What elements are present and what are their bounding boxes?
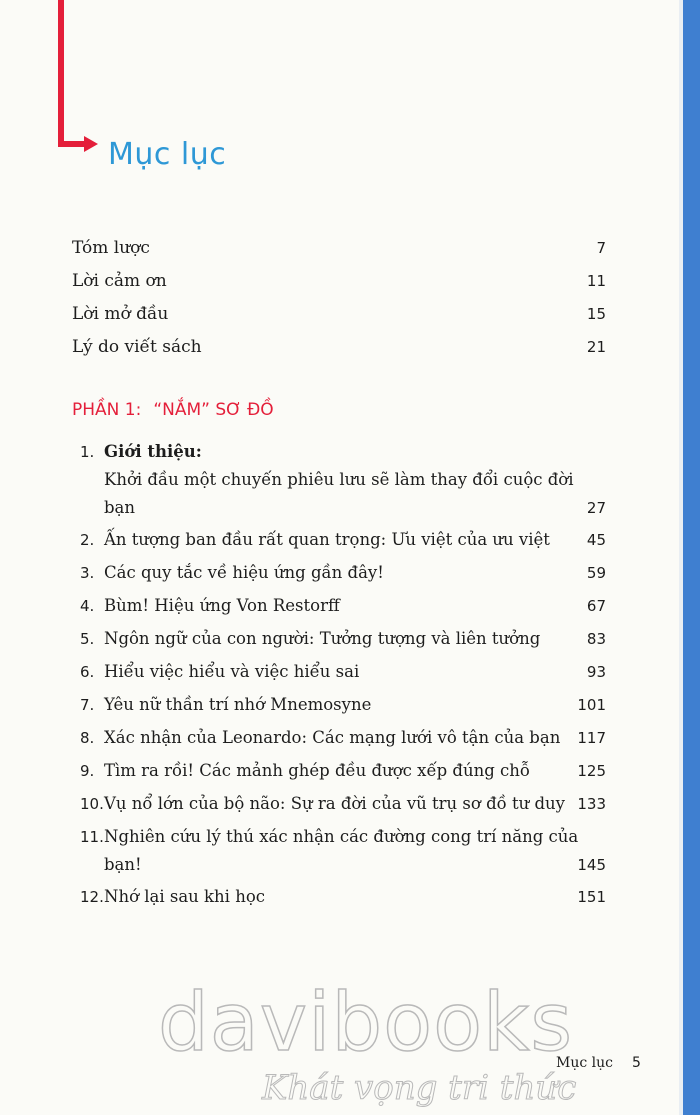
toc-entry-page: 11 [586, 272, 606, 290]
chapter-page: 145 [577, 856, 606, 874]
chapter-page: 93 [586, 663, 606, 681]
chapter-title-line: Giới thiệu: [104, 442, 202, 461]
red-marker-horizontal [58, 141, 84, 147]
red-arrow-icon [84, 136, 98, 152]
chapter-entry[interactable] [80, 886, 606, 908]
red-marker-vertical [58, 0, 64, 147]
toc-entry[interactable] [72, 303, 606, 325]
toc-entry[interactable] [72, 237, 606, 259]
chapter-page: 117 [577, 729, 606, 747]
toc-entry-page: 7 [596, 239, 606, 257]
chapter-entry[interactable] [80, 826, 606, 876]
chapter-entry[interactable] [80, 529, 606, 551]
toc-entry-label: Lời mở đầu [72, 304, 169, 324]
toc-entry-label: Tóm lược [72, 238, 150, 258]
chapter-page: 59 [586, 564, 606, 582]
chapter-title-line: Yêu nữ thần trí nhớ Mnemosyne [104, 695, 372, 714]
toc-entry[interactable] [72, 336, 606, 358]
chapter-page: 83 [586, 630, 606, 648]
page-title: Mục lục [108, 137, 227, 172]
chapter-entry[interactable] [80, 562, 606, 584]
watermark-tagline: Khát vọng tri thức [262, 1068, 577, 1108]
toc-entry[interactable] [72, 270, 606, 292]
page-number: 5 [632, 1055, 641, 1071]
toc-entry-label: Lý do viết sách [72, 337, 202, 357]
chapter-number: 7. [80, 696, 95, 714]
chapter-title-line: Ấn tượng ban đầu rất quan trọng: Ưu việt của ưu việt [104, 530, 550, 549]
chapter-number: 9. [80, 762, 95, 780]
chapter-title-line: Khởi đầu một chuyến phiêu lưu sẽ làm thay đổi cuộc đời [104, 470, 574, 489]
chapter-title-line: Nhớ lại sau khi học [104, 887, 266, 906]
chapter-number: 12. [80, 888, 104, 906]
chapter-number: 11. [80, 828, 104, 846]
toc-entry-page: 21 [586, 338, 606, 356]
chapter-page: 45 [586, 531, 606, 549]
chapter-number: 10. [80, 795, 104, 813]
chapter-number: 4. [80, 597, 95, 615]
toc-entry-label: Lời cảm ơn [72, 271, 167, 291]
chapter-page: 27 [586, 499, 606, 517]
chapter-page: 151 [577, 888, 606, 906]
chapter-entry[interactable] [80, 694, 606, 716]
chapter-title-line: Nghiên cứu lý thú xác nhận các đường cong trí năng của [104, 827, 579, 846]
chapter-page: 125 [577, 762, 606, 780]
running-footer-label: Mục lục [556, 1055, 613, 1071]
page-edge-blue-bar [683, 0, 700, 1115]
chapter-entry[interactable] [80, 727, 606, 749]
chapter-number: 1. [80, 443, 95, 461]
toc-entry-page: 15 [586, 305, 606, 323]
chapter-entry[interactable] [80, 760, 606, 782]
chapter-number: 3. [80, 564, 95, 582]
chapter-title-line: Xác nhận của Leonardo: Các mạng lưới vô tận của bạn [104, 728, 561, 747]
chapter-title-line: Hiểu việc hiểu và việc hiểu sai [104, 662, 360, 681]
chapter-title-line: bạn [104, 498, 136, 517]
chapter-entry[interactable] [80, 441, 606, 519]
chapter-entry[interactable] [80, 661, 606, 683]
chapter-title-line: bạn! [104, 855, 142, 874]
part-heading [72, 400, 274, 420]
chapter-page: 101 [577, 696, 606, 714]
chapter-title-line: Tìm ra rồi! Các mảnh ghép đều được xếp đúng chỗ [104, 761, 531, 780]
chapter-page: 67 [586, 597, 606, 615]
chapter-entry[interactable] [80, 793, 606, 815]
chapter-number: 5. [80, 630, 95, 648]
chapter-number: 6. [80, 663, 95, 681]
chapter-title-line: Bùm! Hiệu ứng Von Restorff [104, 596, 340, 615]
chapter-title-line: Ngôn ngữ của con người: Tưởng tượng và liên tưởng [104, 629, 541, 648]
chapter-number: 8. [80, 729, 95, 747]
chapter-number: 2. [80, 531, 95, 549]
watermark-brand: davibooks [158, 976, 574, 1069]
chapter-page: 133 [577, 795, 606, 813]
chapter-entry[interactable] [80, 628, 606, 650]
chapter-entry[interactable] [80, 595, 606, 617]
chapter-title-line: Vụ nổ lớn của bộ não: Sự ra đời của vũ trụ sơ đồ tư duy [104, 794, 565, 813]
chapter-title-line: Các quy tắc về hiệu ứng gần đây! [104, 563, 384, 582]
part-title: “NẮM” SƠ ĐỒ [153, 400, 274, 420]
part-label: PHẦN 1: [72, 400, 142, 420]
